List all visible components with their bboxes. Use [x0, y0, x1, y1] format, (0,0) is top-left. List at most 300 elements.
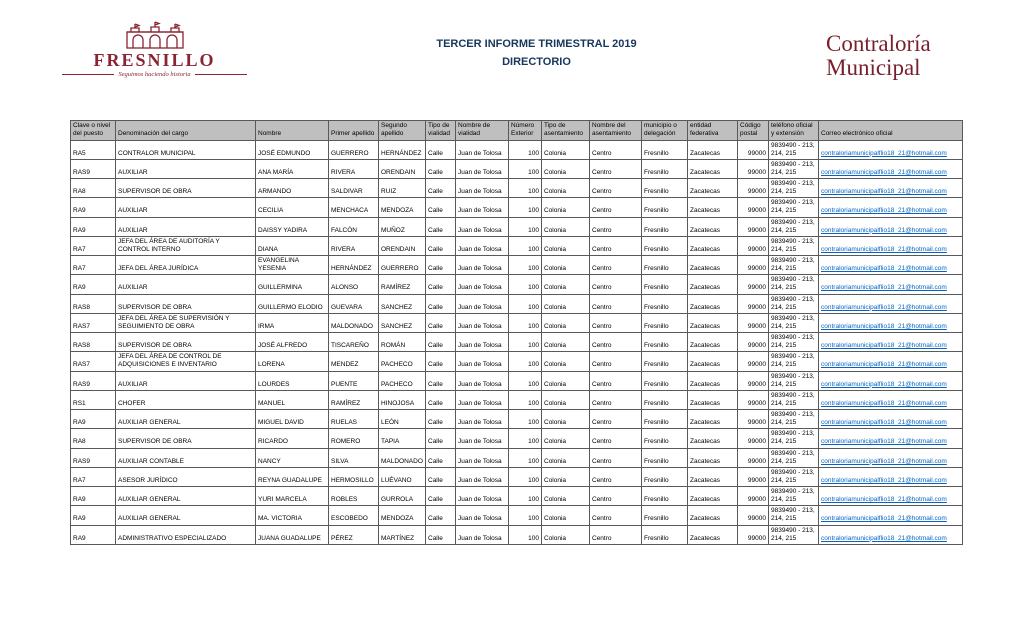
- table-cell: Zacatecas: [688, 410, 738, 429]
- table-cell: 100: [509, 448, 542, 467]
- table-cell: 100: [509, 198, 542, 217]
- table-cell: Colonia: [542, 390, 590, 409]
- table-cell: Colonia: [542, 256, 590, 275]
- table-row: [71, 140, 963, 159]
- table-cell: LORENA: [256, 352, 329, 371]
- table-cell: 99000: [738, 333, 769, 352]
- table-cell: HERMOSILLO: [329, 467, 379, 486]
- table-cell: Juan de Tolosa: [456, 275, 509, 294]
- table-cell: MENDEZ: [329, 352, 379, 371]
- table-cell: Calle: [426, 275, 456, 294]
- table-cell: Centro: [590, 429, 642, 448]
- table-cell: Juan de Tolosa: [456, 313, 509, 332]
- fresnillo-building-icon: [62, 20, 247, 50]
- report-subtitle: DIRECTORIO: [502, 55, 571, 68]
- table-cell: 9839490 - 213, 214, 215: [769, 313, 819, 332]
- table-cell: 99000: [738, 217, 769, 236]
- table-cell: RA9: [71, 275, 116, 294]
- table-cell: ASESOR JURÍDICO: [116, 467, 256, 486]
- table-cell: MENDOZA: [379, 506, 426, 525]
- table-cell: Juan de Tolosa: [456, 371, 509, 390]
- table-cell: Centro: [590, 410, 642, 429]
- table-cell: 100: [509, 275, 542, 294]
- table-cell: Fresnillo: [642, 217, 688, 236]
- table-cell: 9839490 - 213, 214, 215: [769, 140, 819, 159]
- table-cell: Zacatecas: [688, 467, 738, 486]
- table-cell: SUPERVISOR DE OBRA: [116, 333, 256, 352]
- table-cell: [819, 410, 963, 429]
- column-header: Correo electrónico oficial: [819, 121, 963, 140]
- table-cell: IRMA: [256, 313, 329, 332]
- column-header: Tipo de asentamiento: [542, 121, 590, 140]
- table-cell: 99000: [738, 410, 769, 429]
- table-cell: Fresnillo: [642, 352, 688, 371]
- table-cell: HERNÁNDEZ: [379, 140, 426, 159]
- table-cell: ORENDAIN: [379, 159, 426, 178]
- table-cell: Juan de Tolosa: [456, 217, 509, 236]
- table-cell: Calle: [426, 448, 456, 467]
- table-cell: Fresnillo: [642, 487, 688, 506]
- table-cell: ROBLES: [329, 487, 379, 506]
- table-row: [71, 333, 963, 352]
- directory-table: [70, 120, 963, 545]
- table-cell: MA. VICTORIA: [256, 506, 329, 525]
- table-cell: [819, 487, 963, 506]
- table-row: [71, 159, 963, 178]
- table-cell: REYNA GUADALUPE: [256, 467, 329, 486]
- table-cell: Zacatecas: [688, 371, 738, 390]
- table-cell: Zacatecas: [688, 506, 738, 525]
- table-cell: 9839490 - 213, 214, 215: [769, 506, 819, 525]
- table-cell: [819, 236, 963, 255]
- table-cell: Fresnillo: [642, 198, 688, 217]
- table-cell: Zacatecas: [688, 140, 738, 159]
- table-cell: PÉREZ: [329, 525, 379, 544]
- table-cell: Calle: [426, 313, 456, 332]
- table-cell: RA9: [71, 410, 116, 429]
- table-cell: MUÑOZ: [379, 217, 426, 236]
- table-cell: PACHECO: [379, 352, 426, 371]
- table-cell: 100: [509, 294, 542, 313]
- email-link[interactable]: contraloriamunicipalflio18_21@hotmail.com: [821, 380, 947, 388]
- column-header: municipio o delegación: [642, 121, 688, 140]
- email-link[interactable]: contraloriamunicipalflio18_21@hotmail.com: [821, 265, 947, 273]
- email-link[interactable]: contraloriamunicipalflio18_21@hotmail.com: [821, 534, 947, 542]
- table-cell: RAS9: [71, 448, 116, 467]
- table-row: [71, 429, 963, 448]
- report-title: TERCER INFORME TRIMESTRAL 2019: [436, 38, 637, 50]
- table-cell: RS1: [71, 390, 116, 409]
- table-cell: Colonia: [542, 217, 590, 236]
- table-cell: 100: [509, 179, 542, 198]
- table-cell: Calle: [426, 159, 456, 178]
- table-cell: Juan de Tolosa: [456, 256, 509, 275]
- email-link[interactable]: contraloriamunicipalflio18_21@hotmail.com: [821, 476, 947, 484]
- table-cell: Colonia: [542, 159, 590, 178]
- table-cell: AUXILIAR: [116, 198, 256, 217]
- column-header: Primer apellido: [329, 121, 379, 140]
- table-cell: Centro: [590, 371, 642, 390]
- table-cell: RIVERA: [329, 159, 379, 178]
- table-cell: GURROLA: [379, 487, 426, 506]
- table-cell: Zacatecas: [688, 198, 738, 217]
- table-cell: Colonia: [542, 275, 590, 294]
- table-cell: 99000: [738, 198, 769, 217]
- table-cell: Juan de Tolosa: [456, 179, 509, 198]
- table-cell: 9839490 - 213, 214, 215: [769, 275, 819, 294]
- table-cell: Calle: [426, 390, 456, 409]
- table-cell: Calle: [426, 294, 456, 313]
- table-cell: Fresnillo: [642, 236, 688, 255]
- contraloria-logo: [826, 20, 966, 80]
- table-cell: Colonia: [542, 487, 590, 506]
- table-cell: AUXILIAR: [116, 159, 256, 178]
- table-cell: Juan de Tolosa: [456, 506, 509, 525]
- table-cell: GUEVARA: [329, 294, 379, 313]
- table-cell: Calle: [426, 506, 456, 525]
- table-row: [71, 352, 963, 371]
- table-cell: [819, 275, 963, 294]
- table-cell: 9839490 - 213, 214, 215: [769, 159, 819, 178]
- table-cell: GUERRERO: [379, 256, 426, 275]
- table-cell: Zacatecas: [688, 179, 738, 198]
- table-cell: JEFA DEL ÁREA JURÍDICA: [116, 256, 256, 275]
- table-cell: SANCHEZ: [379, 313, 426, 332]
- table-cell: Fresnillo: [642, 179, 688, 198]
- table-cell: HINOJOSA: [379, 390, 426, 409]
- table-cell: Zacatecas: [688, 256, 738, 275]
- table-cell: Calle: [426, 352, 456, 371]
- email-link[interactable]: contraloriamunicipalflio18_21@hotmail.com: [821, 361, 947, 369]
- table-cell: Fresnillo: [642, 467, 688, 486]
- email-link[interactable]: contraloriamunicipalflio18_21@hotmail.com: [821, 457, 947, 465]
- table-cell: 100: [509, 217, 542, 236]
- table-cell: RAMÍREZ: [379, 275, 426, 294]
- column-header: Nombre de vialidad: [456, 121, 509, 140]
- table-cell: Calle: [426, 525, 456, 544]
- table-cell: SUPERVISOR DE OBRA: [116, 429, 256, 448]
- table-cell: 9839490 - 213, 214, 215: [769, 352, 819, 371]
- table-cell: 99000: [738, 352, 769, 371]
- page-header: [0, 0, 1024, 80]
- table-cell: ROMERO: [329, 429, 379, 448]
- table-cell: 99000: [738, 140, 769, 159]
- table-cell: MALDONADO: [329, 313, 379, 332]
- table-cell: AUXILIAR CONTABLE: [116, 448, 256, 467]
- email-link[interactable]: contraloriamunicipalflio18_21@hotmail.com: [821, 207, 947, 215]
- table-cell: 100: [509, 313, 542, 332]
- table-cell: Colonia: [542, 333, 590, 352]
- fresnillo-logo-title: FRESNILLO: [93, 50, 216, 70]
- table-cell: 99000: [738, 525, 769, 544]
- table-cell: Colonia: [542, 294, 590, 313]
- table-cell: 99000: [738, 294, 769, 313]
- table-cell: Colonia: [542, 429, 590, 448]
- table-header-row: [71, 121, 963, 140]
- fresnillo-logo: [62, 20, 247, 78]
- table-cell: JEFA DEL ÁREA DE AUDITORÍA Y CONTROL INTERNO: [116, 236, 256, 255]
- table-cell: JOSÉ ALFREDO: [256, 333, 329, 352]
- table-cell: Colonia: [542, 410, 590, 429]
- email-link[interactable]: contraloriamunicipalflio18_21@hotmail.com: [821, 188, 947, 196]
- table-cell: [819, 198, 963, 217]
- email-link[interactable]: contraloriamunicipalflio18_21@hotmail.com: [821, 496, 947, 504]
- email-link[interactable]: contraloriamunicipalflio18_21@hotmail.com: [821, 419, 947, 427]
- table-cell: Zacatecas: [688, 159, 738, 178]
- table-cell: Centro: [590, 352, 642, 371]
- table-cell: Zacatecas: [688, 429, 738, 448]
- table-cell: Calle: [426, 217, 456, 236]
- table-cell: Colonia: [542, 448, 590, 467]
- table-cell: Fresnillo: [642, 410, 688, 429]
- table-cell: RAS9: [71, 159, 116, 178]
- table-cell: JEFA DEL ÁREA DE CONTROL DE ADQUISICIONES E INVENTARIO: [116, 352, 256, 371]
- email-link[interactable]: contraloriamunicipalflio18_21@hotmail.com: [821, 303, 947, 311]
- table-cell: Centro: [590, 256, 642, 275]
- table-cell: Juan de Tolosa: [456, 487, 509, 506]
- table-cell: Fresnillo: [642, 448, 688, 467]
- table-cell: 9839490 - 213, 214, 215: [769, 448, 819, 467]
- table-cell: 99000: [738, 179, 769, 198]
- table-cell: Zacatecas: [688, 525, 738, 544]
- table-cell: [819, 506, 963, 525]
- table-cell: Zacatecas: [688, 236, 738, 255]
- table-cell: [819, 352, 963, 371]
- table-cell: PUENTE: [329, 371, 379, 390]
- table-cell: 100: [509, 256, 542, 275]
- table-cell: 100: [509, 352, 542, 371]
- table-cell: TISCAREÑO: [329, 333, 379, 352]
- table-row: [71, 371, 963, 390]
- report-title-block: [436, 20, 636, 71]
- table-cell: MIGUEL DAVID: [256, 410, 329, 429]
- table-cell: Juan de Tolosa: [456, 198, 509, 217]
- table-cell: 100: [509, 525, 542, 544]
- table-cell: ESCOBEDO: [329, 506, 379, 525]
- table-cell: GUILLERMO ELODIO: [256, 294, 329, 313]
- email-link[interactable]: contraloriamunicipalflio18_21@hotmail.com: [821, 342, 947, 350]
- table-cell: RAS9: [71, 371, 116, 390]
- table-cell: Centro: [590, 294, 642, 313]
- email-link[interactable]: contraloriamunicipalflio18_21@hotmail.com: [821, 245, 947, 253]
- table-cell: Zacatecas: [688, 390, 738, 409]
- table-cell: [819, 313, 963, 332]
- email-link[interactable]: contraloriamunicipalflio18_21@hotmail.com: [821, 399, 947, 407]
- email-link[interactable]: contraloriamunicipalflio18_21@hotmail.com: [821, 149, 947, 157]
- table-cell: Juan de Tolosa: [456, 467, 509, 486]
- table-row: [71, 256, 963, 275]
- table-cell: [819, 140, 963, 159]
- table-cell: RA5: [71, 140, 116, 159]
- table-cell: RAS7: [71, 313, 116, 332]
- table-cell: Juan de Tolosa: [456, 352, 509, 371]
- table-cell: Zacatecas: [688, 333, 738, 352]
- table-cell: MANUEL: [256, 390, 329, 409]
- table-row: [71, 506, 963, 525]
- table-cell: Colonia: [542, 179, 590, 198]
- column-header: entidad federativa: [688, 121, 738, 140]
- table-row: [71, 294, 963, 313]
- table-cell: Calle: [426, 256, 456, 275]
- table-cell: 99000: [738, 429, 769, 448]
- table-cell: Centro: [590, 467, 642, 486]
- table-cell: [819, 294, 963, 313]
- table-cell: 99000: [738, 159, 769, 178]
- table-cell: SALDIVAR: [329, 179, 379, 198]
- table-cell: SILVA: [329, 448, 379, 467]
- column-header: Número Exterior: [509, 121, 542, 140]
- table-cell: 99000: [738, 256, 769, 275]
- table-cell: 9839490 - 213, 214, 215: [769, 294, 819, 313]
- table-cell: JEFA DEL ÁREA DE SUPERVISIÓN Y SEGUIMIENTO DE OBRA: [116, 313, 256, 332]
- table-cell: Fresnillo: [642, 371, 688, 390]
- table-cell: 9839490 - 213, 214, 215: [769, 429, 819, 448]
- table-cell: [819, 429, 963, 448]
- table-row: [71, 525, 963, 544]
- table-cell: GUERRERO: [329, 140, 379, 159]
- table-cell: Calle: [426, 236, 456, 255]
- table-cell: AUXILIAR: [116, 217, 256, 236]
- table-cell: [819, 159, 963, 178]
- table-cell: RA7: [71, 236, 116, 255]
- table-cell: [819, 390, 963, 409]
- table-cell: 9839490 - 213, 214, 215: [769, 256, 819, 275]
- table-cell: SUPERVISOR DE OBRA: [116, 179, 256, 198]
- table-cell: Zacatecas: [688, 294, 738, 313]
- table-cell: RUIZ: [379, 179, 426, 198]
- table-cell: 9839490 - 213, 214, 215: [769, 487, 819, 506]
- table-row: [71, 313, 963, 332]
- table-cell: MENCHACA: [329, 198, 379, 217]
- table-cell: Fresnillo: [642, 294, 688, 313]
- contraloria-logo-line2: Municipal: [826, 55, 921, 81]
- table-cell: [819, 448, 963, 467]
- email-link[interactable]: contraloriamunicipalflio18_21@hotmail.com: [821, 515, 947, 523]
- table-cell: Zacatecas: [688, 448, 738, 467]
- table-row: [71, 179, 963, 198]
- table-cell: [819, 217, 963, 236]
- table-cell: MARTÍNEZ: [379, 525, 426, 544]
- table-cell: Centro: [590, 198, 642, 217]
- table-cell: Colonia: [542, 198, 590, 217]
- table-cell: ORENDAIN: [379, 236, 426, 255]
- table-cell: [819, 525, 963, 544]
- table-cell: 99000: [738, 390, 769, 409]
- email-link[interactable]: contraloriamunicipalflio18_21@hotmail.com: [821, 438, 947, 446]
- contraloria-logo-line1: Contraloría: [826, 31, 931, 56]
- column-header: Nombre: [256, 121, 329, 140]
- table-cell: Fresnillo: [642, 390, 688, 409]
- table-cell: Fresnillo: [642, 256, 688, 275]
- table-cell: RA9: [71, 525, 116, 544]
- table-cell: Zacatecas: [688, 275, 738, 294]
- table-cell: 100: [509, 140, 542, 159]
- table-cell: Centro: [590, 140, 642, 159]
- table-cell: 9839490 - 213, 214, 215: [769, 333, 819, 352]
- email-link[interactable]: contraloriamunicipalflio18_21@hotmail.com: [821, 284, 947, 292]
- table-cell: Centro: [590, 179, 642, 198]
- table-row: [71, 198, 963, 217]
- table-cell: Centro: [590, 333, 642, 352]
- table-cell: SANCHEZ: [379, 294, 426, 313]
- table-cell: Fresnillo: [642, 140, 688, 159]
- table-cell: 99000: [738, 236, 769, 255]
- table-cell: Centro: [590, 236, 642, 255]
- table-cell: SUPERVISOR DE OBRA: [116, 294, 256, 313]
- table-cell: [819, 179, 963, 198]
- table-row: [71, 236, 963, 255]
- table-cell: YURI MARCELA: [256, 487, 329, 506]
- table-cell: AUXILIAR: [116, 275, 256, 294]
- table-cell: RICARDO: [256, 429, 329, 448]
- table-cell: Juan de Tolosa: [456, 448, 509, 467]
- column-header: teléfono oficial y extensión: [769, 121, 819, 140]
- table-cell: Centro: [590, 506, 642, 525]
- table-row: [71, 410, 963, 429]
- table-cell: RA9: [71, 506, 116, 525]
- email-link[interactable]: contraloriamunicipalflio18_21@hotmail.com: [821, 168, 947, 176]
- table-cell: RA9: [71, 198, 116, 217]
- table-cell: EVANGELINA YESENIA: [256, 256, 329, 275]
- table-cell: Fresnillo: [642, 333, 688, 352]
- table-cell: Calle: [426, 198, 456, 217]
- email-link[interactable]: contraloriamunicipalflio18_21@hotmail.com: [821, 322, 947, 330]
- table-cell: 9839490 - 213, 214, 215: [769, 525, 819, 544]
- table-cell: Calle: [426, 371, 456, 390]
- table-cell: 9839490 - 213, 214, 215: [769, 390, 819, 409]
- table-cell: Colonia: [542, 140, 590, 159]
- table-cell: Colonia: [542, 467, 590, 486]
- table-cell: GUILLERMINA: [256, 275, 329, 294]
- table-cell: Centro: [590, 525, 642, 544]
- table-cell: Fresnillo: [642, 525, 688, 544]
- table-cell: Juan de Tolosa: [456, 410, 509, 429]
- table-cell: Juan de Tolosa: [456, 159, 509, 178]
- email-link[interactable]: contraloriamunicipalflio18_21@hotmail.com: [821, 226, 947, 234]
- table-cell: Colonia: [542, 236, 590, 255]
- table-cell: TAPIA: [379, 429, 426, 448]
- column-header: Clave o nivel del puesto: [71, 121, 116, 140]
- table-cell: RIVERA: [329, 236, 379, 255]
- table-cell: 100: [509, 333, 542, 352]
- table-cell: Zacatecas: [688, 217, 738, 236]
- table-cell: ARMANDO: [256, 179, 329, 198]
- table-cell: RA9: [71, 487, 116, 506]
- table-cell: LEÓN: [379, 410, 426, 429]
- table-cell: Calle: [426, 467, 456, 486]
- table-cell: FALCÓN: [329, 217, 379, 236]
- table-cell: RAS8: [71, 333, 116, 352]
- table-cell: Calle: [426, 333, 456, 352]
- fresnillo-logo-tagline: [62, 71, 247, 78]
- table-cell: 99000: [738, 487, 769, 506]
- table-cell: LOURDES: [256, 371, 329, 390]
- table-row: [71, 448, 963, 467]
- table-cell: 9839490 - 213, 214, 215: [769, 371, 819, 390]
- table-cell: 100: [509, 487, 542, 506]
- table-cell: Centro: [590, 159, 642, 178]
- table-cell: 99000: [738, 506, 769, 525]
- table-row: [71, 217, 963, 236]
- table-cell: Zacatecas: [688, 313, 738, 332]
- table-cell: [819, 256, 963, 275]
- column-header: Tipo de vialidad: [426, 121, 456, 140]
- table-cell: Zacatecas: [688, 352, 738, 371]
- table-cell: 9839490 - 213, 214, 215: [769, 198, 819, 217]
- table-cell: 100: [509, 429, 542, 448]
- table-cell: JOSÉ EDMUNDO: [256, 140, 329, 159]
- table-cell: Colonia: [542, 525, 590, 544]
